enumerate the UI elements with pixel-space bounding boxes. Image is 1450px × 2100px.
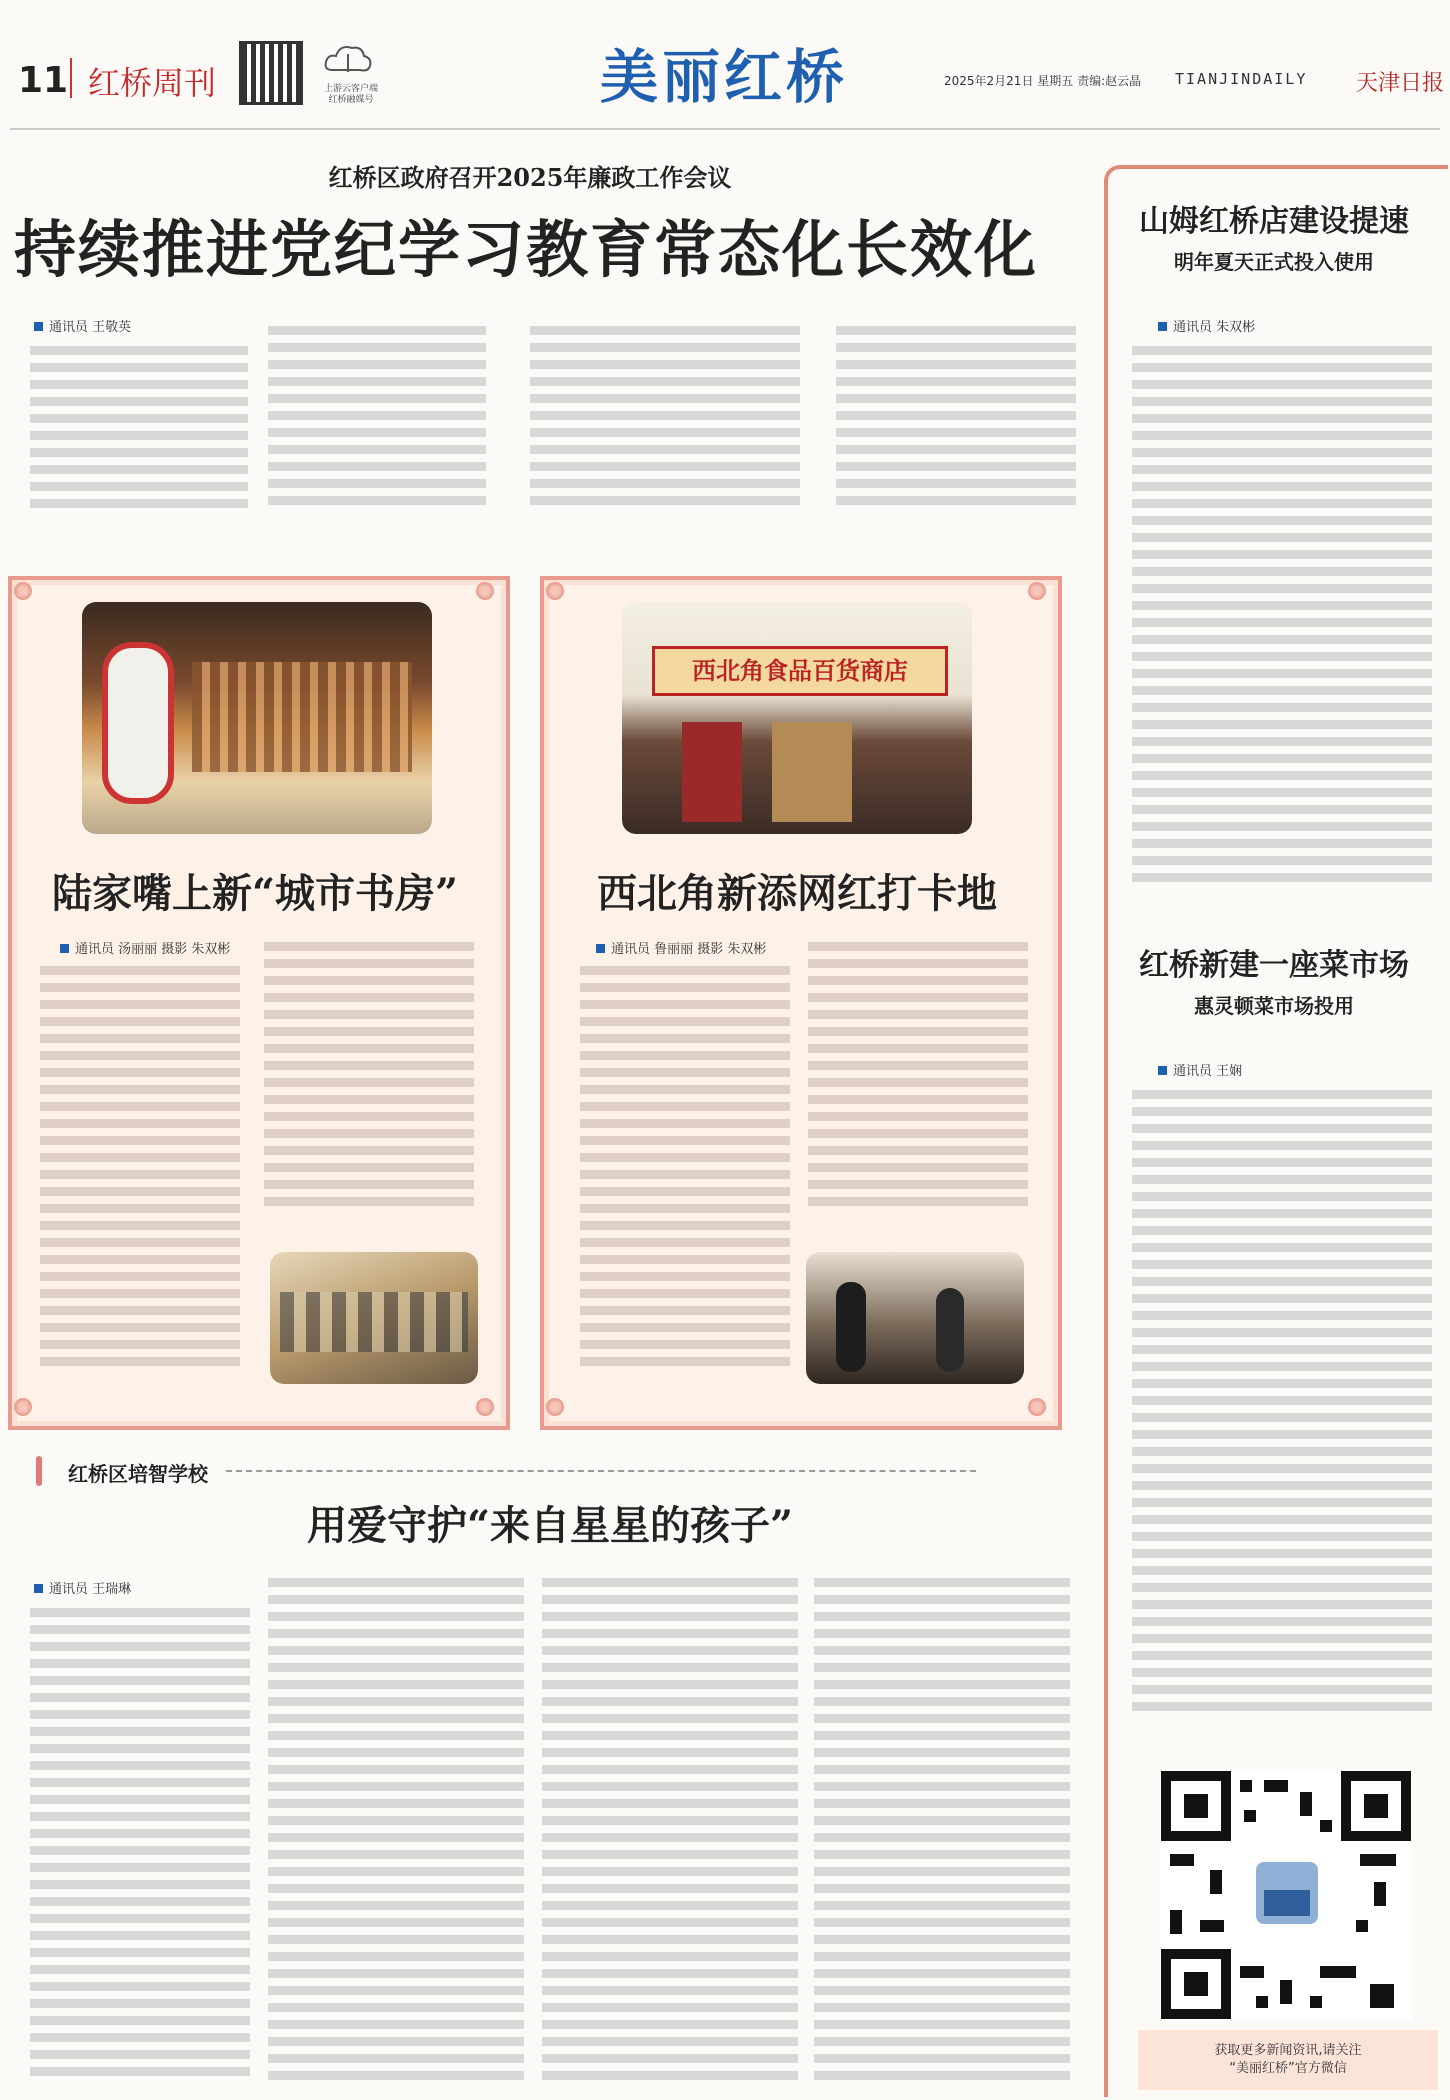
panel-left-column-1 [40, 962, 240, 1402]
school-column-3 [542, 1574, 798, 2094]
sidebar-story2-body [1132, 1086, 1432, 1746]
panel-left-title: 陆家嘴上新“城市书房” [51, 870, 458, 917]
shop-interior-photo [806, 1252, 1024, 1384]
lead-column-1 [30, 342, 248, 537]
panel-right-column-1 [580, 962, 790, 1402]
sidebar-story1-head: 山姆红桥店建设提速 [1139, 204, 1409, 239]
ornament-icon [1028, 582, 1046, 600]
ornament-icon [14, 1398, 32, 1416]
qr-code-icon[interactable] [242, 44, 300, 102]
school-byline: 通讯员 王瑞琳 [34, 1578, 131, 1597]
section-title: 美丽红桥 [600, 43, 849, 111]
brand-name: TIANJINDAILY [1175, 70, 1308, 88]
ornament-icon [476, 582, 494, 600]
lead-headline: 持续推进党纪学习教育常态化长效化 [14, 213, 1039, 286]
sidebar-story2-head: 红桥新建一座菜市场 [1139, 948, 1409, 983]
lead-column-4 [836, 322, 1076, 537]
ornament-icon [546, 1398, 564, 1416]
school-column-4 [814, 1574, 1070, 2094]
school-headline: 用爱守护“来自星星的孩子” [306, 1502, 793, 1549]
divider [226, 1470, 976, 1472]
school-column-2 [268, 1574, 524, 2094]
sidebar-story2-byline: 通讯员 王娴 [1158, 1060, 1242, 1079]
shop-sign: 西北角食品百货商店 [652, 646, 948, 696]
bookstore-photo [82, 602, 432, 834]
paper-logo: 天津日报 [1356, 71, 1445, 96]
panel-left-column-2 [264, 938, 474, 1238]
cloud-logo-icon [322, 40, 374, 80]
lead-column-2 [268, 322, 486, 537]
ornament-icon [1028, 1398, 1046, 1416]
sidebar-story1-byline: 通讯员 朱双彬 [1158, 316, 1255, 335]
divider [70, 58, 72, 98]
sidebar-story2-sub: 惠灵顿菜市场投用 [1194, 994, 1354, 1018]
sidebar-story1-body [1132, 342, 1432, 902]
ornament-icon [476, 1398, 494, 1416]
school-column-1 [30, 1604, 250, 2094]
qr-caption: 获取更多新闻资讯,请关注 “美丽红桥”官方微信 [1138, 2030, 1438, 2090]
panel-right-byline: 通讯员 鲁丽丽 摄影 朱双彬 [596, 938, 766, 957]
lead-kicker: 红桥区政府召开2025年廉政工作会议 [328, 163, 732, 192]
panel-right-column-2 [808, 938, 1028, 1238]
sidebar-story1-sub: 明年夏天正式投入使用 [1174, 250, 1374, 274]
shop-front-photo [622, 602, 972, 834]
page-number: 11 [18, 60, 69, 101]
school-label: 红桥区培智学校 [68, 1462, 208, 1486]
panel-left-byline: 通讯员 汤丽丽 摄影 朱双彬 [60, 938, 230, 957]
lead-column-3 [530, 322, 800, 537]
cloud-caption: 上游云客户端 红桥融媒号 [323, 84, 378, 105]
wechat-qr-code-icon[interactable] [1160, 1770, 1412, 2020]
ornament-icon [14, 582, 32, 600]
weekly-name: 红桥周刊 [88, 64, 217, 102]
reading-room-photo [270, 1252, 478, 1384]
panel-right-title: 西北角新添网红打卡地 [597, 870, 997, 917]
dateline: 2025年2月21日 星期五 责编:赵云晶 [944, 74, 1142, 88]
ornament-icon [546, 582, 564, 600]
lead-byline: 通讯员 王敬英 [34, 316, 131, 335]
section-marker [36, 1456, 42, 1486]
